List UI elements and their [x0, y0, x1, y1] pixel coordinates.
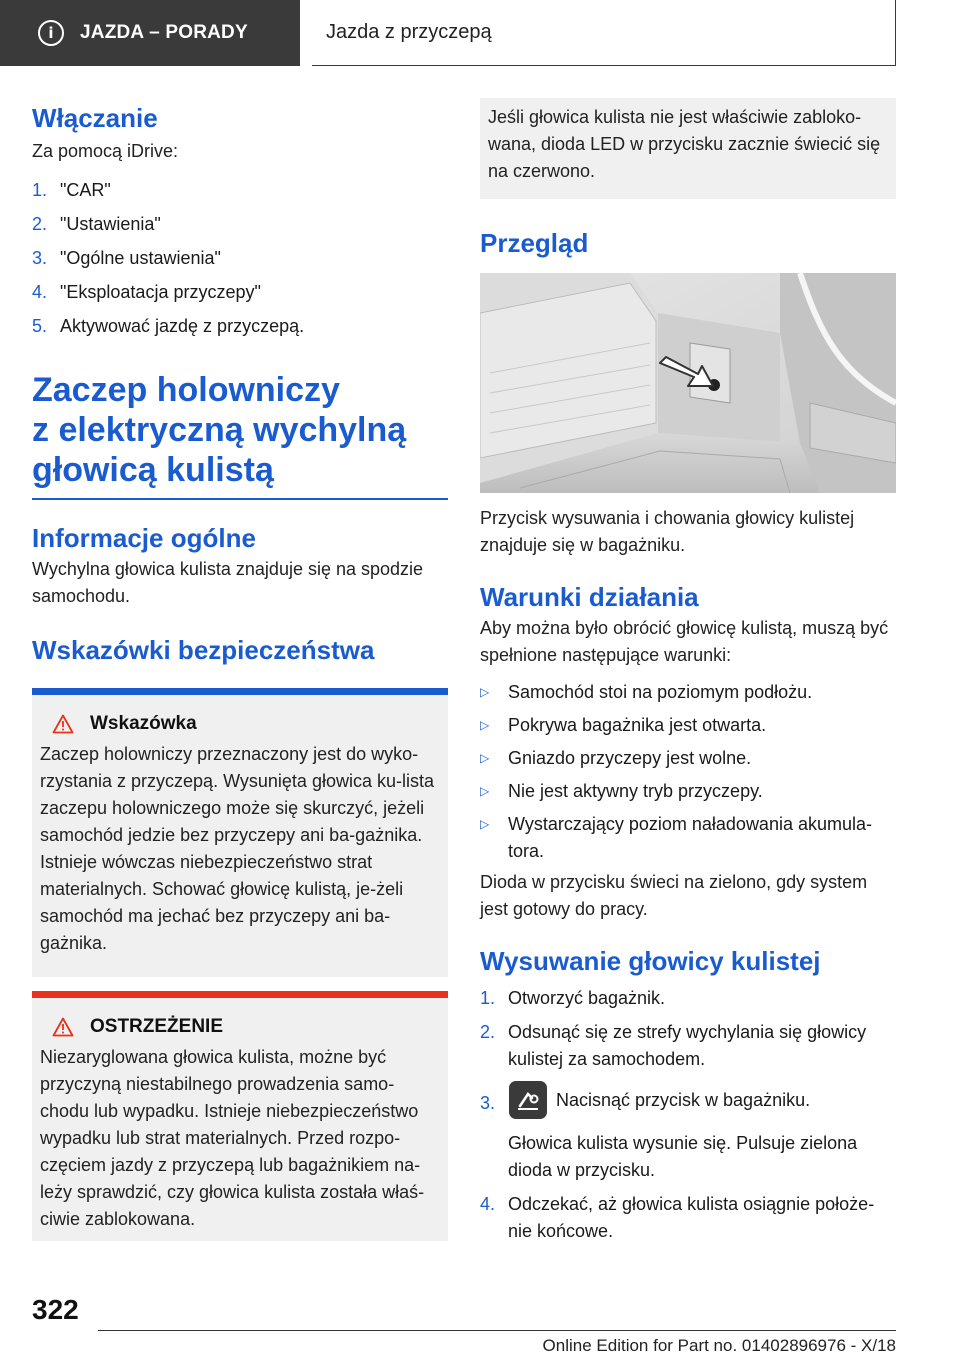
left-column: [32, 98, 448, 1241]
trunk-illustration: [480, 273, 896, 493]
general-text: Wychylna głowica kulista znajduje się na spodzie samochodu.: [32, 559, 424, 606]
overview-title: Przegląd: [480, 228, 589, 258]
right-column: [480, 98, 896, 1252]
warning-triangle-icon: [52, 714, 74, 734]
warning-box: [32, 991, 448, 1241]
list-item: 3. Nacisnąć przycisk w bagażniku. Głowica kulista wysunie się. Pulsuje zielona dioda w przycisku.: [480, 1080, 896, 1184]
trunk-photo: [480, 273, 896, 493]
activation-intro: Za pomocą iDrive:: [32, 141, 179, 161]
list-item: 1. Otworzyć bagażnik.: [480, 988, 666, 1008]
continuation-text: Jeśli głowica kulista nie jest właściwie zabloko-wana, dioda LED w przycisku zacznie świecić się na czerwono.: [488, 107, 881, 181]
list-item: ▷ Gniazdo przyczepy jest wolne.: [480, 745, 896, 772]
info-icon: i: [38, 20, 64, 46]
overview-caption: Przycisk wysuwania i chowania głowicy kulistej znajduje się w bagażniku.: [480, 508, 855, 555]
towbar-button-icon: [508, 1080, 548, 1120]
note-box: [32, 688, 448, 977]
page-number: 322: [32, 1294, 79, 1325]
chapter-tab: [312, 0, 896, 66]
continuation-box: [480, 98, 896, 199]
list-item: ▷ Wystarczający poziom naładowania akumula-tora.: [480, 811, 896, 865]
section-tab: [0, 0, 300, 66]
general-title: Informacje ogólne: [32, 523, 256, 553]
list-item: 4. Odczekać, aż głowica kulista osiągnie położe-nie końcowe.: [480, 1194, 875, 1241]
list-item: 4. "Eksploatacja przyczepy": [32, 282, 261, 302]
bullet-triangle-icon: ▷: [480, 784, 490, 798]
bullet-triangle-icon: ▷: [480, 685, 490, 699]
title-rule: [32, 498, 448, 500]
bullet-triangle-icon: ▷: [480, 751, 490, 765]
page-header: [0, 0, 960, 66]
note-text: Zaczep holowniczy przeznaczony jest do wyko-rzystania z przyczepą. Wysunięta głowica ku-lista zaczepu holowniczego może się skurczyć, jeżeli samochód jedzie bez przyczepy ani ba-gażnika. Istnieje wówczas niebezpieczeństwo strat materialnych. Schować głowicę kulistą, je-żeli samochód ma jechać bez przyczepy ani ba-gażnika.: [40, 744, 434, 953]
list-item: 3. "Ogólne ustawienia": [32, 248, 221, 268]
conditions-intro: Aby można było obrócić głowicę kulistą, muszą być spełnione następujące warunki:: [480, 618, 889, 665]
list-item: ▷ Nie jest aktywny tryb przyczepy.: [480, 778, 896, 805]
conditions-list: [480, 679, 896, 865]
footer-rule: [98, 1330, 896, 1331]
conditions-outro: Dioda w przycisku świeci na zielono, gdy system jest gotowy do pracy.: [480, 872, 868, 919]
bullet-triangle-icon: ▷: [480, 718, 490, 732]
extend-steps: [480, 985, 896, 1245]
list-item: 2. Odsunąć się ze strefy wychylania się głowicy kulistej za samochodem.: [480, 1022, 867, 1069]
warning-text: Niezaryglowana głowica kulista, możne być przyczyną niestabilnego prowadzenia samo-chodu lub wypadku. Istnieje niebezpieczeństwo wypadku lub strat materialnych. Przed rozpo-częciem jazdy z przyczepą lub bagażnikiem na-leży sprawdzić, czy głowica kulista została właś-ciwie zablokowana.: [40, 1047, 425, 1229]
safety-title: Wskazówki bezpieczeństwa: [32, 635, 375, 665]
list-item: 2. "Ustawienia": [32, 214, 161, 234]
list-item: ▷ Pokrywa bagażnika jest otwarta.: [480, 712, 896, 739]
activation-title: Włączanie: [32, 103, 158, 133]
chapter-label: Jazda z przyczepą: [326, 21, 492, 43]
list-item: 5. Aktywować jazdę z przyczepą.: [32, 316, 305, 336]
extend-title: Wysuwanie głowicy kulistej: [480, 946, 821, 976]
list-item: 1. "CAR": [32, 180, 111, 200]
conditions-title: Warunki działania: [480, 582, 699, 612]
bullet-triangle-icon: ▷: [480, 817, 490, 831]
warning-title: OSTRZEŻENIE: [90, 1016, 224, 1037]
note-title: Wskazówka: [90, 713, 197, 734]
warning-triangle-icon: [52, 1017, 74, 1037]
main-title: Zaczep holowniczy z elektryczną wychylną głowicą kulistą: [32, 371, 407, 489]
activation-steps: [32, 177, 448, 340]
section-label: JAZDA – PORADY: [80, 22, 248, 43]
edition-text: Online Edition for Part no. 01402896976 - X/18: [542, 1336, 896, 1355]
list-item: ▷ Samochód stoi na poziomym podłożu.: [480, 679, 896, 706]
